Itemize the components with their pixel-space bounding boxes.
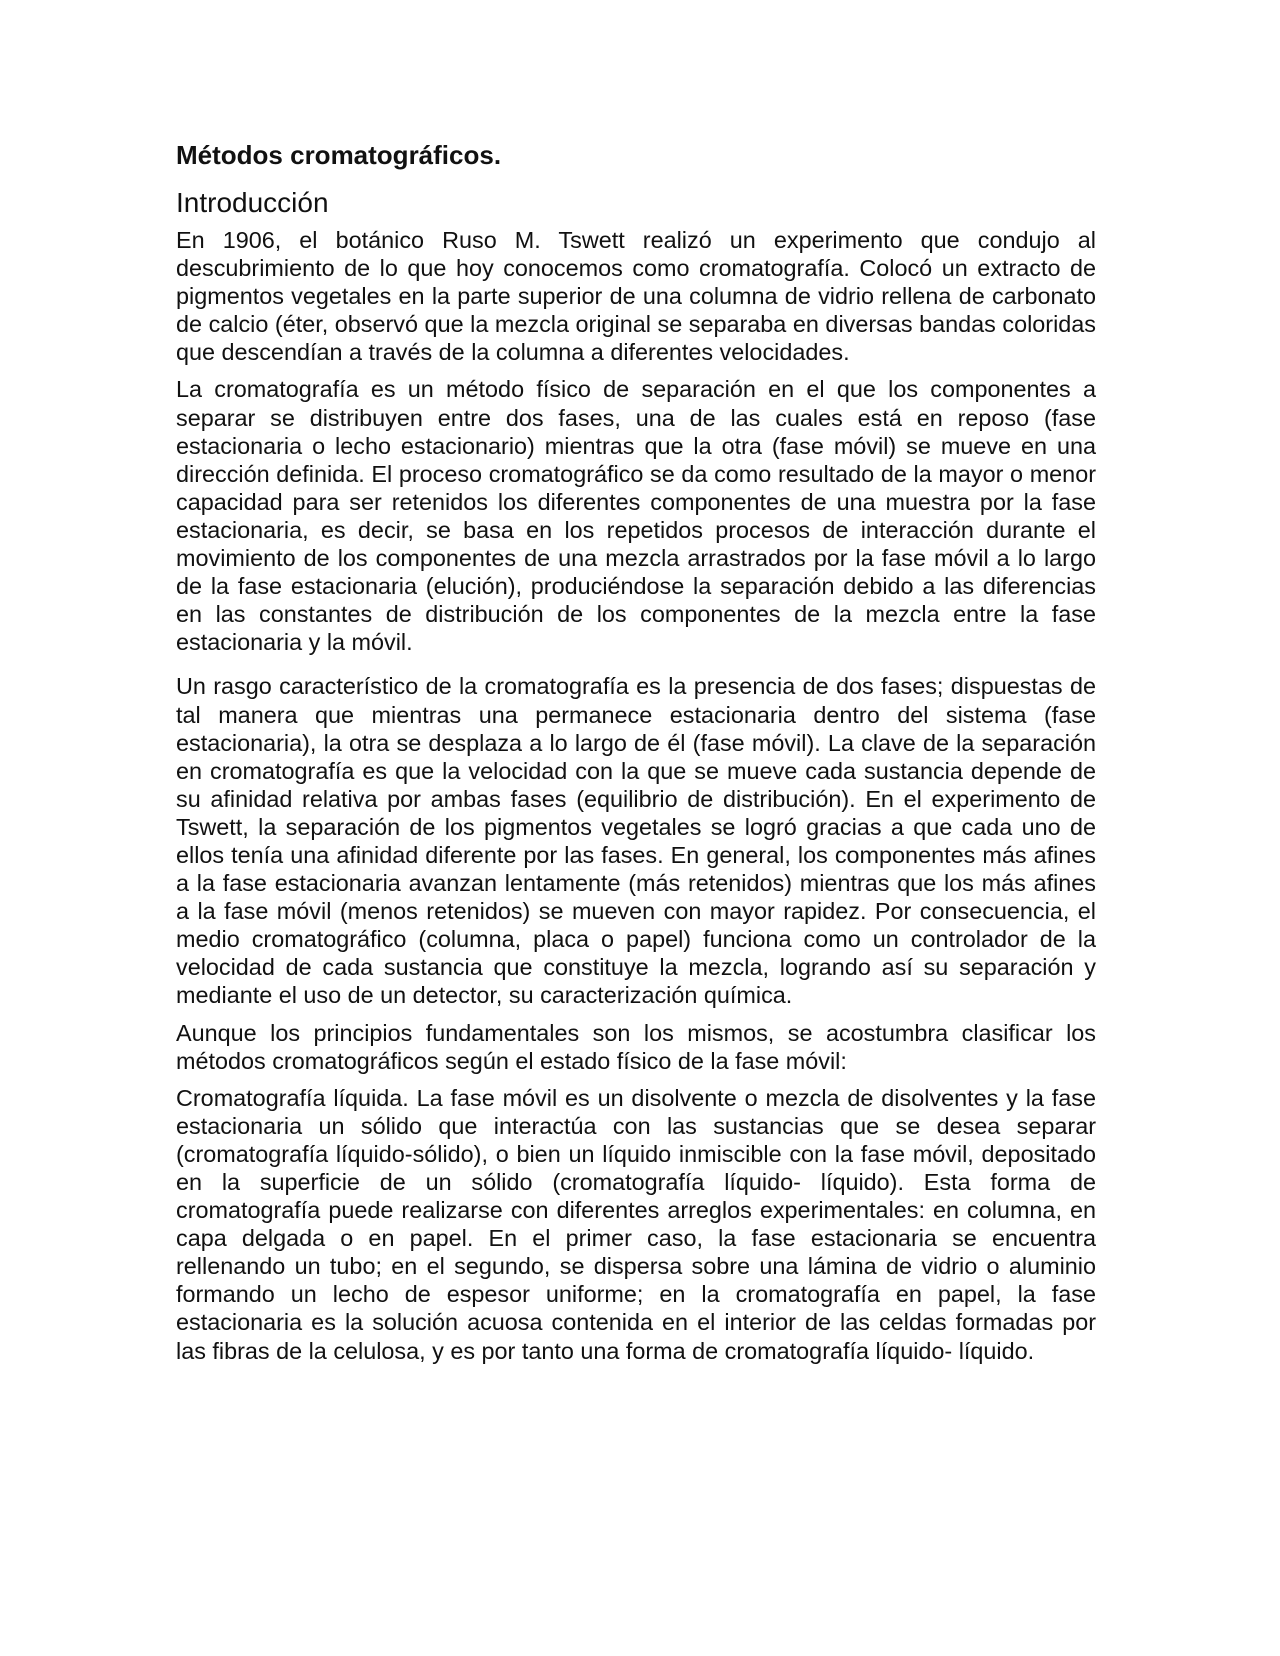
document-title: Métodos cromatográficos. — [176, 140, 502, 170]
section-heading-introduccion: Introducción — [176, 187, 329, 218]
paragraph-tswett-history: En 1906, el botánico Ruso M. Tswett realizó un experimento que condujo al descubrimiento de lo que hoy conocemos como cromatografía. Colocó un extracto de pigmentos vegetales en la parte superior de una columna de vidrio rellena de carbonato de calcio (éter, observó que la mezcla original se separaba en diversas bandas coloridas que descendían a través de la columna a diferentes velocidades. — [176, 227, 1096, 366]
paragraph-definition: La cromatografía es un método físico de separación en el que los componentes a separar se distribuyen entre dos fases, una de las cuales está en reposo (fase estacionaria o lecho estacionario) mientras que la otra (fase móvil) se mueve en una dirección definida. El proceso cromatográfico se da como resultado de la mayor o menor capacidad para ser retenidos los diferentes componentes de una muestra por la fase estacionaria, es decir, se basa en los repetidos procesos de interacción durante el movimiento de los componentes de una mezcla arrastrados por la fase móvil a lo largo de la fase estacionaria (elución), produciéndose la separación debido a las diferencias en las constantes de distribución de los componentes de la mezcla entre la fase estacionaria y la móvil. — [176, 376, 1096, 656]
paragraph-liquid-chromatography: Cromatografía líquida. La fase móvil es un disolvente o mezcla de disolventes y la fase estacionaria un sólido que interactúa con las sustancias que se desea separar (cromatografía líquido-sólido), o bien un líquido inmiscible con la fase móvil, depositado en la superficie de un sólido (cromatografía líquido- líquido). Esta forma de cromatografía puede realizarse con diferentes arreglos experimentales: en columna, en capa delgada o en papel. En el primer caso, la fase estacionaria se encuentra rellenando un tubo; en el segundo, se dispersa sobre una lámina de vidrio o aluminio formando un lecho de espesor uniforme; en la cromatografía en papel, la fase estacionaria es la solución acuosa contenida en el interior de las celdas formadas por las fibras de la celulosa, y es por tanto una forma de cromatografía líquido- líquido. — [176, 1084, 1096, 1364]
paragraph-classification: Aunque los principios fundamentales son los mismos, se acostumbra clasificar los métodos cromatográficos según el estado físico de la fase móvil: — [176, 1019, 1096, 1074]
document-page — [176, 138, 1096, 1374]
paragraph-two-phases: Un rasgo característico de la cromatografía es la presencia de dos fases; dispuestas de tal manera que mientras una permanece estacionaria dentro del sistema (fase estacionaria), la otra se desplaza a lo largo de él (fase móvil). La clave de la separación en cromatografía es que la velocidad con la que se mueve cada sustancia depende de su afinidad relativa por ambas fases (equilibrio de distribución). En el experimento de Tswett, la separación de los pigmentos vegetales se logró gracias a que cada uno de ellos tenía una afinidad diferente por las fases. En general, los componentes más afines a la fase estacionaria avanzan lentamente (más retenidos) mientras que los más afines a la fase móvil (menos retenidos) se mueven con mayor rapidez. Por consecuencia, el medio cromatográfico (columna, placa o papel) funciona como un controlador de la velocidad de cada sustancia que constituye la mezcla, logrando así su separación y mediante el uso de un detector, su caracterización química. — [176, 673, 1096, 1009]
